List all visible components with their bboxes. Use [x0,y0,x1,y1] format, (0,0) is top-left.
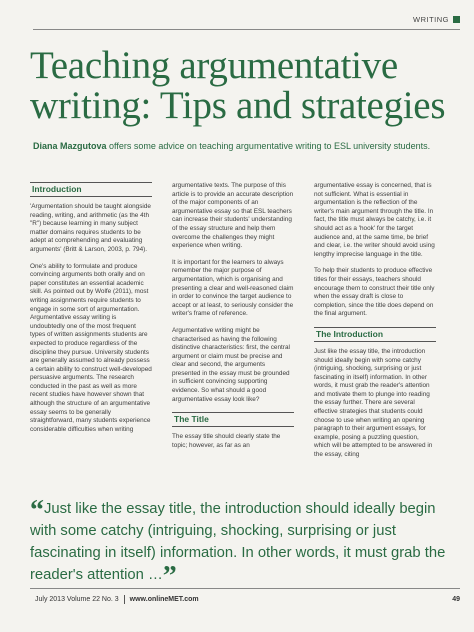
heading-introduction: Introduction [30,182,152,197]
open-quote-icon: “ [30,495,44,526]
article-title: Teaching argumentative writing: Tips and strategies [30,44,446,127]
page-number: 49 [452,596,460,603]
section-tag-label: WRITING [413,15,449,24]
heading-the-title: The Title [172,412,294,427]
section-tag [413,15,460,24]
column-1 [30,182,152,442]
heading-the-introduction: The Introduction [314,327,436,342]
top-rule [33,29,460,30]
standfirst-text: offers some advice on teaching argumentative writing to ESL university students. [106,141,431,151]
close-quote-icon: ” [162,561,177,592]
paragraph: Argumentative writing might be characterised as having the following distinctive characteristics: first, the central argument or claim must be precise and clear and second, the arguments presented in the essay must be grounded in sufficient convincing supporting evidence. So what should a good argumentative essay look like? [172,326,290,403]
issue-info: July 2013 Volume 22 No. 3 [35,596,119,603]
paragraph: 'Argumentation should be taught alongside reading, writing, and arithmetic (as the 4th "R") because learning in many subject matter domains requires students to be adept at comprehending and evaluating arguments' (Britt & Larson, 2003, p. 794). [30,203,151,253]
paragraph: argumentative texts. The purpose of this article is to provide an accurate description of the major components of an argumentative essay so that ESL teachers can increase their students' understanding of the essay structure and help them overcome the challenges they might experience when writing. [172,182,294,250]
paragraph: To help their students to produce effective titles for their essays, teachers should encourage them to construct their title only when the essay draft is close to completion, since the title does depend on the final argument. [314,267,435,318]
paragraph: argumentative essay is concerned, that is not sufficient. What is essential in argumentation is the reflection of the writer's main argument through the title. In fact, the title must always be catchy, i.e. it should act as a 'hook' for the target audience and, at the same time, be brief and clear, i.e. the writer should avoid using lengthy imprecise language in the title. [314,182,435,258]
paragraph: It is important for the learners to always remember the major purpose of argumentation, which is organising and presenting a clear and well-reasoned claim in order to convince the target audience to accept or at least, to seriously consider the writer's frame of reference. [172,258,294,318]
pull-quote-text: Just like the essay title, the introduction should ideally begin with some catchy (intriguing, shocking, surprising or just fascinating in itself) information. In other words, it must grab the reader's attention … [30,501,446,583]
section-marker-icon [453,16,460,23]
column-3 [314,182,436,468]
paragraph: Just like the essay title, the introduction should ideally begin with some catchy (intriguing, shocking, surprising or just fascinating in itself) information. In other words, it must grab the reader's attention and motivate them to plunge into reading the essay further. There are several effective strategies that students could choose to use when writing an opening paragraph to their argument essays, for example, posing a puzzling question, which will be attempted to be answered in the essay, citing [314,347,433,459]
standfirst [33,140,463,152]
footer [30,595,460,604]
column-2 [172,182,294,458]
paragraph: The essay title should clearly state the topic; however, as far as an [172,433,281,449]
website-link[interactable]: www.onlineMET.com [129,596,199,603]
footer-rule [30,588,460,589]
footer-divider [124,595,125,604]
author-name: Diana Mazgutova [33,141,107,151]
paragraph: One's ability to formulate and produce convincing arguments both orally and on paper constitutes an essential academic skill. As pointed out by Wolfe (2011), most writing assignments require students to engage in some sort of argumentation. Argumentative essay writing is undoubtedly one of the most frequent types of written assignments students are expected to produce regardless of the discipline they pursue. University students are generally assumed to already possess a certain ability to construct well-developed persuasive arguments. The research conducted in the past as well as more recent studies have however shown that although the structure of an argumentative essay seems to be generally straightforward, many students experience considerable difficulties when writing [30,262,152,433]
pull-quote [30,495,450,592]
